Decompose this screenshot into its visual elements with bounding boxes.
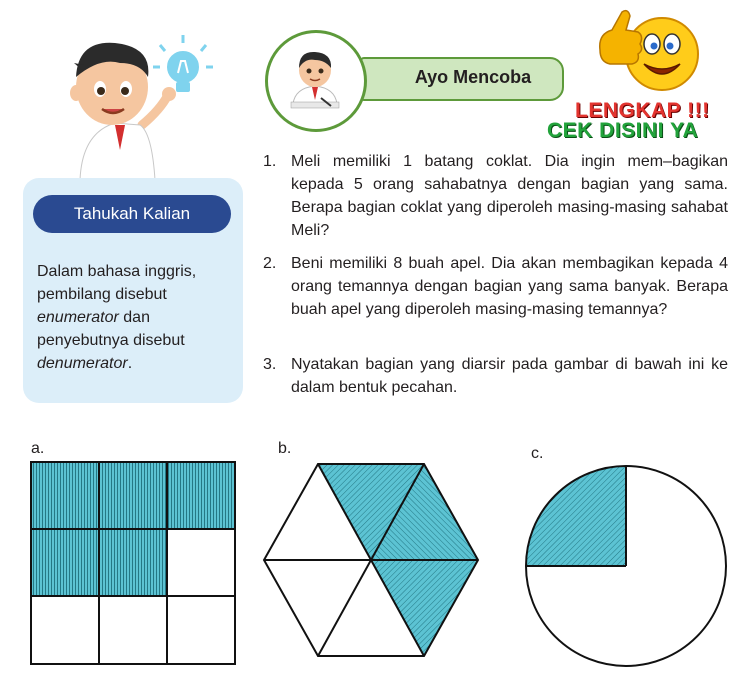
question-item	[263, 353, 728, 399]
lightbulb-icon	[153, 35, 213, 92]
ad-line-2[interactable]: CEK DISINI YA	[547, 119, 699, 142]
question-text: Meli memiliki 1 batang coklat. Dia ingin mem–bagikan kepada 5 orang sahabatnya dengan bagian yang sama. Berapa bagian coklat yang diperoleh masing-masing sahabat Meli?	[291, 153, 728, 239]
info-box-text: Dalam bahasa inggris, pembilang disebut enumerator dan penyebutnya disebut denumerator.	[37, 263, 197, 372]
grid-cell-shaded	[99, 529, 167, 596]
figure-b-hexagon	[258, 460, 484, 660]
question-item	[263, 150, 728, 242]
boy-lightbulb-illustration	[60, 15, 230, 185]
hexagon-part-shaded	[371, 560, 478, 656]
figure-a-label: a.	[31, 440, 45, 457]
grid-cell-shaded	[99, 462, 167, 529]
question-text: Nyatakan bagian yang diarsir pada gambar di bawah ini ke dalam bentuk pecahan.	[291, 356, 728, 396]
question-number: 2.	[263, 255, 277, 272]
banner-title: Ayo Mencoba	[414, 67, 532, 87]
figure-a-grid	[30, 461, 238, 667]
grid-cell-shaded	[31, 462, 99, 529]
question-text: Beni memiliki 8 buah apel. Dia akan membagikan kepada 4 orang temannya dengan bagian yang sama banyak. Berapa buah apel yang diperoleh masing-masing temannya?	[291, 255, 728, 318]
question-number: 1.	[263, 153, 277, 170]
thumbs-up-smiley-icon	[592, 4, 702, 96]
figure-c-label: c.	[531, 445, 544, 462]
grid-cell-shaded	[167, 462, 235, 529]
figure-b-label: b.	[278, 440, 292, 457]
grid-cell-shaded	[31, 529, 99, 596]
info-box-title: Tahukah Kalian	[33, 195, 231, 233]
circle-quarter-shaded	[526, 466, 626, 566]
question-number: 3.	[263, 356, 277, 373]
question-item	[263, 252, 728, 321]
student-writing-icon	[275, 40, 355, 120]
ad-line-1[interactable]: LENGKAP !!!	[575, 99, 710, 122]
figure-c-circle	[522, 462, 730, 670]
